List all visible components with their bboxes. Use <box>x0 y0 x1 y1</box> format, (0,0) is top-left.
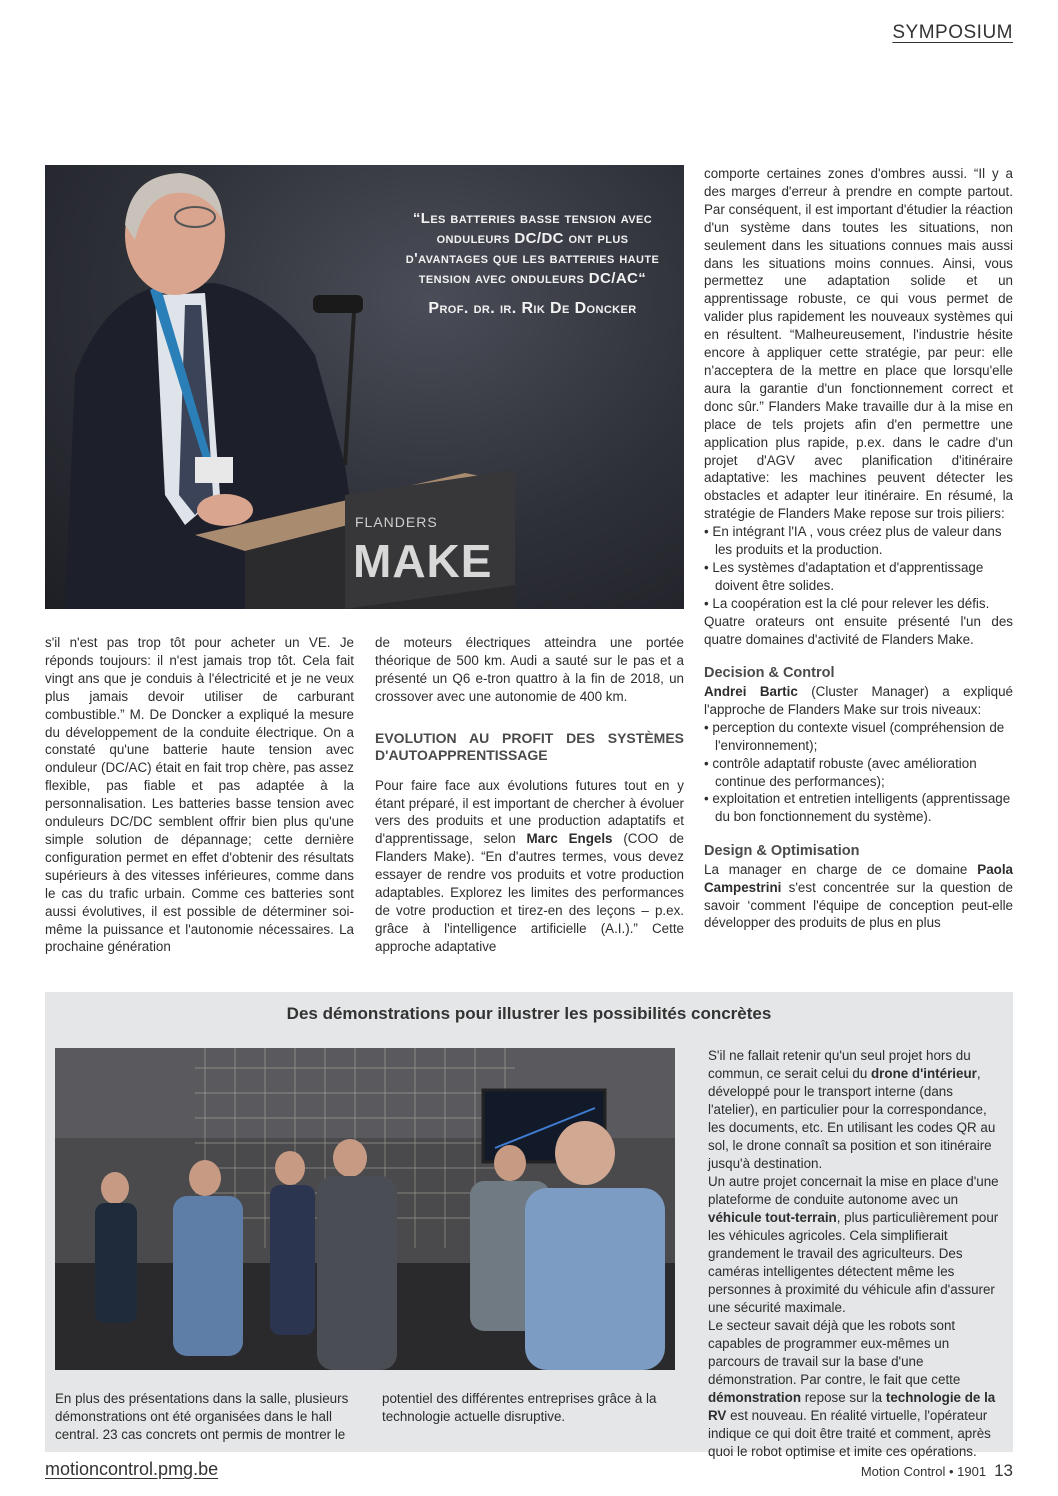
paragraph: repose sur la <box>801 1390 886 1405</box>
speaker-photo <box>45 165 684 609</box>
levels-list <box>704 719 1013 826</box>
photo-caption-left: En plus des présentations dans la salle, plusieurs démonstrations ont été organisées dans le hall central. 23 cas concrets ont permis de montrer le <box>55 1391 349 1442</box>
paragraph: Pour faire face aux évolutions futures tout en y étant préparé, il est important de chercher à évoluer vers des produits et une production adaptatifs et d'apprentissage, selon <box>375 777 684 847</box>
paragraph: Quatre orateurs ont ensuite présenté l'un des quatre domaines d'activité de Flanders Make. <box>704 613 1013 647</box>
podium-logo-bottom: MAKE <box>353 535 493 587</box>
demo-illustration <box>55 1048 675 1370</box>
pillars-list <box>704 523 1013 613</box>
paragraph: s'est concentrée sur la question de savoir ‘comment l'équipe de conception peut-elle développer des produits de plus en plus <box>704 879 1013 931</box>
paragraph: La manager en charge de ce domaine <box>704 861 978 877</box>
highlight: drone d'intérieur <box>871 1066 977 1081</box>
list-item: • La coopération est la clé pour relever les défis. <box>704 595 1013 613</box>
person-name: Paola Campestrini <box>704 861 1013 895</box>
paragraph: S'il ne fallait retenir qu'un seul projet hors du commun, ce serait celui du <box>708 1048 971 1081</box>
list-item: • perception du contexte visuel (compréhension de l'environnement); <box>704 719 1013 755</box>
article-column-middle <box>375 634 684 956</box>
paragraph: Le secteur savait déjà que les robots sont capables de programmer eux-mêmes un parcours de travail sur la base d'une démonstration. Par contre, le fait que cette <box>708 1318 961 1387</box>
paragraph: est nouveau. En réalité virtuelle, l'opérateur indique ce qui doit être traité et comment, après quoi le robot optimise et imite ces opérations. <box>708 1408 991 1459</box>
page-number: 13 <box>994 1461 1013 1480</box>
paragraph: , plus particulièrement pour les véhicules agricoles. Cela simplifierait grandement le travail des agriculteurs. Des caméras intelligentes détectent même les personnes à proximité du véhicule afin d'assurer une sécurité maximale. <box>708 1210 999 1315</box>
highlight: véhicule tout-terrain <box>708 1210 837 1225</box>
list-item: • En intégrant l'IA , vous créez plus de valeur dans les produits et la production. <box>704 523 1013 559</box>
article-column-right <box>704 165 1013 932</box>
paragraph: comporte certaines zones d'ombres aussi. “Il y a des marges d'erreur à prendre en compte partout. Par conséquent, il est important d'étudier la réaction d'un système dans toutes les situations, non seulement dans les situations connues mais aussi dans les situations moins connues. Ainsi, vous permettez une adaptation solide et un apprentissage robuste, ce qui vous permet de valider plus rapidement les nouveaux systèmes qui en résultent. “Malheureusement, l'industrie hésite encore à appliquer cette stratégie, par peur: elle n'acceptera de la mettre en place que lorsqu'elle aura la garantie d'un fonctionnement correct et donc sûr.” Flanders Make travaille dur à la mise en place de tels projets afin d'en permettre une application plus rapide, p.ex. dans le cadre d'un projet d'AGV avec planification d'itinéraire adaptative: les machines peuvent détecter les obstacles et adapter leur itinéraire. En résumé, la stratégie de Flanders Make repose sur trois piliers: <box>704 166 1013 522</box>
paragraph: (Cluster Manager) a expliqué l'approche de Flanders Make sur trois niveaux: <box>704 683 1013 717</box>
person-name: Andrei Bartic <box>704 683 798 699</box>
box-title: Des démonstrations pour illustrer les possibilités concrètes <box>286 1004 772 1023</box>
demo-photo <box>55 1048 675 1370</box>
subheading-design: Design & Optimisation <box>704 843 860 860</box>
paragraph: (COO de Flanders Make). “En d'autres termes, vous devez essayer de rendre vos produits et votre production adaptables. Explorez les limites des performances de votre production et tirez-en des leçons – p.ex. grâce à l'intelligence artificielle (A.I.).” Cette approche adaptative <box>375 831 684 954</box>
paragraph: Un autre projet concernait la mise en place d'une plateforme de conduite autonome avec un <box>708 1174 999 1207</box>
section-title: SYMPOSIUM <box>892 22 1013 43</box>
paragraph: de moteurs électriques atteindra une portée théorique de 500 km. Audi a sauté sur le pas et a présenté un Q6 e-tron quattro à la fin de 2018, un crossover avec une autonomie de 400 km. <box>375 635 684 704</box>
subheading-autoapprentissage: EVOLUTION AU PROFIT DES SYSTÈMES D'AUTOAPPRENTISSAGE <box>375 729 684 764</box>
subheading-decision: Decision & Control <box>704 665 835 682</box>
pull-quote-text: “Les batteries basse tension avec onduleurs DC/DC ont plus d'avantages que les batteries haute tension avec onduleurs DC/AC“ <box>405 210 660 287</box>
demo-sidebar-box <box>45 992 1013 1459</box>
box-text <box>708 1047 1003 1461</box>
paragraph: , développé pour le transport interne (dans l'atelier), en particulier pour la correspondance, les documents, etc. En utilisant les codes QR au sol, le drone connaît sa position et son itinéraire jusqu'à destination. <box>708 1066 996 1171</box>
highlight: démonstration <box>708 1390 801 1405</box>
website-link[interactable]: motioncontrol.pmg.be <box>45 1459 219 1479</box>
pull-quote-author: Prof. dr. ir. Rik De Doncker <box>428 300 637 317</box>
person-name: Marc Engels <box>526 831 613 847</box>
list-item: • Les systèmes d'adaptation et d'apprentissage doivent être solides. <box>704 559 1013 595</box>
list-item: • contrôle adaptatif robuste (avec amélioration continue des performances); <box>704 755 1013 791</box>
list-item: • exploitation et entretien intelligents (apprentissage du bon fonctionnement du système). <box>704 790 1013 826</box>
photo-caption-right: potentiel des différentes entreprises grâce à la technologie actuelle disruptive. <box>382 1391 657 1424</box>
article-column-left <box>45 634 354 956</box>
footer-issue <box>861 1461 1013 1481</box>
pull-quote <box>405 209 660 319</box>
paragraph: s'il n'est pas trop tôt pour acheter un VE. Je réponds toujours: il n'est jamais trop tôt. Cela fait vingt ans que je conduis à l'électricité et je ne veux plus jamais devoir utiliser de carburant combustible.” M. De Doncker a expliqué la mesure du développement de la conduite électrique. On a constaté qu'une batterie haute tension avec onduleur (DC/AC) était en fait trop chère, pas assez flexible, pas fiable et pas adaptée à la personnalisation. Les batteries basse tension avec onduleurs DC/DC semblent offrir bien plus qu'une simple solution de dépannage; cette dernière configuration permet en effet d'obtenir des résultats supérieurs à des vitesses inférieures, comme dans le cas du trafic urbain. Comme ces batteries sont aussi évolutives, il est possible de déterminer soi-même la puissance et l'autonomie nécessaires. La prochaine génération <box>45 635 354 955</box>
podium-logo-top: FLANDERS <box>355 514 438 530</box>
highlight: technologie de la RV <box>708 1390 996 1423</box>
issue-label: Motion Control • 1901 <box>860 1464 987 1479</box>
